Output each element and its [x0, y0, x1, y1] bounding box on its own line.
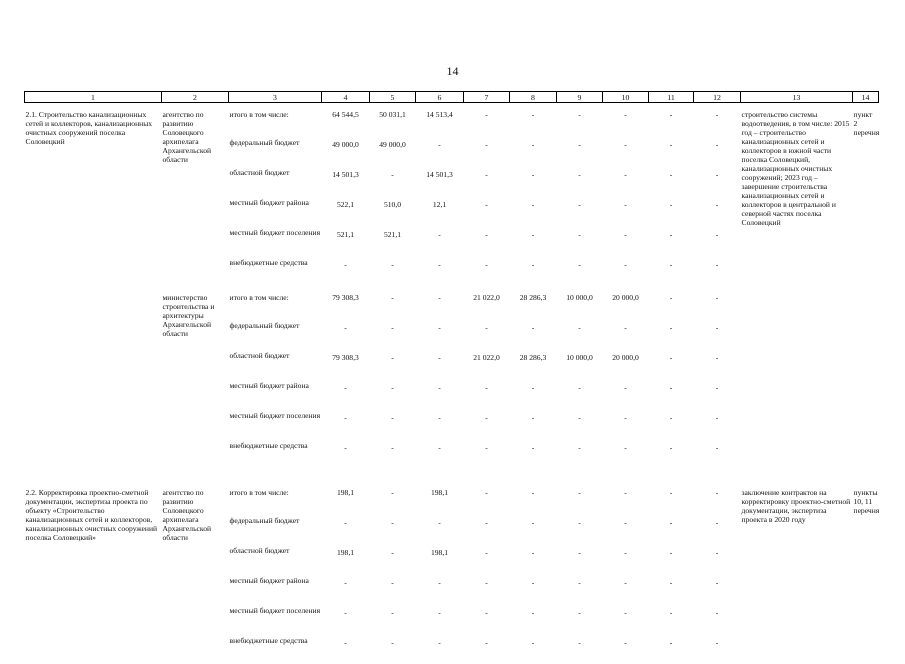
- value-cell-col-12: -: [715, 170, 719, 179]
- value-cell-col-5: -: [391, 518, 394, 527]
- value-cell-col-5: -: [391, 170, 394, 179]
- value-cell-col-8: -: [531, 578, 535, 587]
- value-cell-col-6: 198,1: [430, 488, 449, 497]
- value-cell-col-4: 198,1: [336, 548, 355, 557]
- value-cell-col-8: -: [531, 323, 535, 332]
- value-cell-col-4: 64 544,5: [332, 110, 359, 119]
- activity-name-cell: 2.2. Корректировка проектно-сметной документации, экспертиза проекта по объекту «Строительство канализационных сетей и коллекторов, канализационных очистных сооружений поселка Соловецкий»: [25, 488, 158, 542]
- value-cell-col-6: 14 501,3: [426, 170, 453, 179]
- value-cell-col-4: -: [344, 608, 347, 617]
- value-cell-col-9: -: [578, 260, 581, 269]
- value-cell-col-6: -: [438, 443, 441, 452]
- executor-cell: агентство по развитию Соловецкого архипелага Архангельской области: [162, 110, 212, 164]
- value-cell-col-4: 14 501,3: [332, 170, 359, 179]
- funding-source-cell: итого в том числе:: [229, 110, 289, 119]
- value-cell-col-10: -: [624, 323, 627, 332]
- value-cell-col-9: -: [578, 323, 581, 332]
- column-header-11: 11: [649, 92, 694, 103]
- value-cell-col-4: 521,1: [336, 230, 355, 239]
- value-cell-col-10: 20 000,0: [612, 353, 639, 362]
- executor-cell: агентство по развитию Соловецкого архипелага Архангельской области: [162, 488, 212, 542]
- value-cell-col-8: -: [531, 443, 535, 452]
- value-cell-col-6: -: [438, 413, 441, 422]
- value-cell-col-4: -: [344, 413, 347, 422]
- value-cell-col-12: -: [715, 293, 719, 302]
- column-header-7: 7: [464, 92, 510, 103]
- table-row: [25, 103, 879, 137]
- value-cell-col-11: -: [669, 353, 673, 362]
- activity-name-cell: 2.1. Строительство канализационных сетей и коллекторов, канализационных очистных сооружений поселка Соловецкий: [25, 110, 153, 146]
- funding-source-cell: федеральный бюджет: [229, 138, 300, 147]
- funding-source-cell: итого в том числе:: [229, 488, 289, 497]
- value-cell-col-11: -: [669, 230, 673, 239]
- value-cell-col-12: -: [715, 323, 719, 332]
- value-cell-col-9: -: [578, 110, 581, 119]
- value-cell-col-10: -: [624, 443, 627, 452]
- value-cell-col-8: -: [531, 260, 535, 269]
- value-cell-col-8: -: [531, 200, 535, 209]
- value-cell-col-9: -: [578, 383, 581, 392]
- value-cell-col-6: -: [438, 230, 441, 239]
- value-cell-col-7: -: [485, 200, 488, 209]
- value-cell-col-5: -: [391, 260, 394, 269]
- value-cell-col-6: 198,1: [430, 548, 449, 557]
- funding-source-cell: итого в том числе:: [229, 293, 289, 302]
- value-cell-col-11: -: [669, 110, 673, 119]
- value-cell-col-6: -: [438, 383, 441, 392]
- funding-source-cell: областной бюджет: [229, 168, 290, 177]
- column-header-3: 3: [229, 92, 322, 103]
- value-cell-col-5: -: [391, 443, 394, 452]
- value-cell-col-12: -: [715, 200, 719, 209]
- value-cell-col-12: -: [715, 443, 719, 452]
- reference-cell: пункты 10, 11 перечня: [853, 488, 880, 515]
- value-cell-col-5: -: [391, 383, 394, 392]
- value-cell-col-4: 198,1: [336, 488, 355, 497]
- value-cell-col-5: -: [391, 413, 394, 422]
- value-cell-col-8: -: [531, 638, 535, 647]
- value-cell-col-5: -: [391, 548, 394, 557]
- column-header-2: 2: [162, 92, 229, 103]
- value-cell-col-11: -: [669, 323, 673, 332]
- value-cell-col-6: -: [438, 608, 441, 617]
- reference-cell: пункт 2 перечня: [853, 110, 880, 137]
- value-cell-col-7: -: [485, 488, 488, 497]
- column-header-4: 4: [322, 92, 370, 103]
- column-numbers-header: [25, 92, 879, 103]
- funding-source-cell: федеральный бюджет: [229, 321, 300, 330]
- value-cell-col-4: -: [344, 260, 347, 269]
- value-cell-col-7: -: [485, 548, 488, 557]
- funding-source-cell: местный бюджет поселения: [229, 228, 321, 237]
- value-cell-col-10: -: [624, 110, 627, 119]
- value-cell-col-4: -: [344, 638, 347, 647]
- value-cell-col-7: -: [485, 260, 488, 269]
- value-cell-col-11: -: [669, 548, 673, 557]
- value-cell-col-8: -: [531, 140, 535, 149]
- funding-source-cell: местный бюджет района: [229, 198, 309, 207]
- value-cell-col-12: -: [715, 518, 719, 527]
- value-cell-col-10: -: [624, 260, 627, 269]
- column-header-8: 8: [510, 92, 557, 103]
- value-cell-col-5: 50 031,1: [379, 110, 406, 119]
- value-cell-col-7: -: [485, 608, 488, 617]
- value-cell-col-11: -: [669, 293, 673, 302]
- value-cell-col-7: -: [485, 413, 488, 422]
- funding-source-cell: внебюджетные средства: [229, 636, 308, 645]
- value-cell-col-11: -: [669, 413, 673, 422]
- table-row: [25, 481, 879, 514]
- value-cell-col-6: -: [438, 353, 441, 362]
- budget-table: [24, 91, 879, 664]
- value-cell-col-12: -: [715, 260, 719, 269]
- value-cell-col-10: -: [624, 578, 627, 587]
- value-cell-col-12: -: [715, 413, 719, 422]
- value-cell-col-7: -: [485, 140, 488, 149]
- value-cell-col-8: 28 286,3: [519, 293, 547, 302]
- value-cell-col-5: -: [391, 323, 394, 332]
- value-cell-col-7: -: [485, 323, 488, 332]
- value-cell-col-7: -: [485, 578, 488, 587]
- value-cell-col-10: -: [624, 200, 627, 209]
- value-cell-col-7: -: [485, 383, 488, 392]
- value-cell-col-4: -: [344, 383, 347, 392]
- value-cell-col-6: -: [438, 323, 441, 332]
- funding-source-cell: местный бюджет поселения: [229, 606, 321, 615]
- block-spacer: [25, 469, 879, 481]
- value-cell-col-10: 20 000,0: [612, 293, 639, 302]
- value-cell-col-12: -: [715, 140, 719, 149]
- value-cell-col-11: -: [669, 518, 673, 527]
- value-cell-col-7: 21 022,0: [473, 353, 500, 362]
- value-cell-col-12: -: [715, 383, 719, 392]
- funding-source-cell: внебюджетные средства: [229, 258, 308, 267]
- value-cell-col-11: -: [669, 170, 673, 179]
- value-cell-col-7: -: [485, 443, 488, 452]
- value-cell-col-10: -: [624, 548, 627, 557]
- value-cell-col-12: -: [715, 488, 719, 497]
- value-cell-col-9: -: [578, 200, 581, 209]
- value-cell-col-12: -: [715, 230, 719, 239]
- value-cell-col-12: -: [715, 548, 719, 557]
- value-cell-col-9: -: [578, 578, 581, 587]
- value-cell-col-4: 79 308,3: [332, 293, 359, 302]
- value-cell-col-8: -: [531, 488, 535, 497]
- value-cell-col-8: 28 286,3: [519, 353, 547, 362]
- value-cell-col-5: -: [391, 293, 394, 302]
- value-cell-col-5: 510,0: [383, 200, 402, 209]
- value-cell-col-4: -: [344, 443, 347, 452]
- value-cell-col-9: 10 000,0: [566, 353, 593, 362]
- funding-source-cell: местный бюджет района: [229, 381, 309, 390]
- column-header-12: 12: [694, 92, 741, 103]
- value-cell-col-4: -: [344, 518, 347, 527]
- value-cell-col-4: 49 000,0: [332, 140, 359, 149]
- value-cell-col-11: -: [669, 140, 673, 149]
- column-header-6: 6: [416, 92, 464, 103]
- value-cell-col-9: -: [578, 230, 581, 239]
- executor-cell: министерство строительства и архитектуры Архангельской области: [162, 293, 215, 338]
- value-cell-col-12: -: [715, 608, 719, 617]
- value-cell-col-9: -: [578, 443, 581, 452]
- value-cell-col-8: -: [531, 230, 535, 239]
- value-cell-col-10: -: [624, 608, 627, 617]
- value-cell-col-11: -: [669, 578, 673, 587]
- value-cell-col-7: -: [485, 518, 488, 527]
- column-header-9: 9: [557, 92, 603, 103]
- value-cell-col-10: -: [624, 230, 627, 239]
- value-cell-col-11: -: [669, 638, 673, 647]
- funding-source-cell: федеральный бюджет: [229, 516, 300, 525]
- value-cell-col-4: -: [344, 578, 347, 587]
- funding-source-cell: областной бюджет: [229, 351, 290, 360]
- value-cell-col-12: -: [715, 578, 719, 587]
- value-cell-col-8: -: [531, 518, 535, 527]
- value-cell-col-5: -: [391, 488, 394, 497]
- spacer-cell: [25, 469, 879, 481]
- value-cell-col-8: -: [531, 608, 535, 617]
- value-cell-col-9: -: [578, 413, 581, 422]
- value-cell-col-5: -: [391, 353, 394, 362]
- value-cell-col-10: -: [624, 383, 627, 392]
- value-cell-col-10: -: [624, 140, 627, 149]
- value-cell-col-11: -: [669, 608, 673, 617]
- column-header-10: 10: [603, 92, 649, 103]
- value-cell-col-9: -: [578, 488, 581, 497]
- value-cell-col-7: -: [485, 230, 488, 239]
- value-cell-col-12: -: [715, 353, 719, 362]
- value-cell-col-9: -: [578, 518, 581, 527]
- value-cell-col-10: -: [624, 170, 627, 179]
- value-cell-col-11: -: [669, 260, 673, 269]
- value-cell-col-8: -: [531, 383, 535, 392]
- value-cell-col-5: 521,1: [383, 230, 402, 239]
- value-cell-col-9: -: [578, 170, 581, 179]
- value-cell-col-7: -: [485, 170, 488, 179]
- value-cell-col-7: -: [485, 638, 488, 647]
- funding-source-cell: местный бюджет района: [229, 576, 309, 585]
- value-cell-col-9: 10 000,0: [566, 293, 593, 302]
- value-cell-col-6: 14 513,4: [426, 110, 453, 119]
- value-cell-col-8: -: [531, 548, 535, 557]
- value-cell-col-11: -: [669, 383, 673, 392]
- funding-source-cell: местный бюджет поселения: [229, 411, 321, 420]
- column-header-5: 5: [370, 92, 416, 103]
- value-cell-col-6: -: [438, 518, 441, 527]
- column-header-13: 13: [741, 92, 853, 103]
- value-cell-col-11: -: [669, 443, 673, 452]
- budget-table-container: [24, 91, 878, 664]
- value-cell-col-4: 79 308,3: [332, 353, 359, 362]
- value-cell-col-9: -: [578, 638, 581, 647]
- value-cell-col-8: -: [531, 110, 535, 119]
- expected-result-cell: строительство системы водоотведения, в том числе: 2015 год – строительство канализационных сетей и коллекторов в южной части поселка Соловецкий, канализационных очистных сооружений; 2023 год – завершение строительства канализационных сетей и коллекторов в центральной и северной частях поселка Соловецкий: [741, 110, 850, 227]
- value-cell-col-8: -: [531, 170, 535, 179]
- funding-source-cell: внебюджетные средства: [229, 441, 308, 450]
- expected-result-cell: заключение контрактов на корректировку проектно-сметной документации, экспертиза проекта в 2020 году: [741, 488, 851, 524]
- value-cell-col-7: -: [485, 110, 488, 119]
- value-cell-col-9: -: [578, 140, 581, 149]
- value-cell-col-10: -: [624, 518, 627, 527]
- value-cell-col-6: -: [438, 293, 441, 302]
- value-cell-col-4: 522,1: [336, 200, 355, 209]
- value-cell-col-4: -: [344, 323, 347, 332]
- value-cell-col-6: 12,1: [432, 200, 447, 209]
- funding-source-cell: областной бюджет: [229, 546, 290, 555]
- value-cell-col-11: -: [669, 488, 673, 497]
- value-cell-col-6: -: [438, 140, 441, 149]
- column-header-14: 14: [853, 92, 879, 103]
- value-cell-col-12: -: [715, 110, 719, 119]
- value-cell-col-5: -: [391, 608, 394, 617]
- value-cell-col-6: -: [438, 260, 441, 269]
- column-header-1: 1: [25, 92, 162, 103]
- value-cell-col-5: 49 000,0: [379, 140, 406, 149]
- value-cell-col-8: -: [531, 413, 535, 422]
- value-cell-col-11: -: [669, 200, 673, 209]
- value-cell-col-5: -: [391, 638, 394, 647]
- page-number: 14: [446, 64, 459, 78]
- value-cell-col-9: -: [578, 608, 581, 617]
- value-cell-col-5: -: [391, 578, 394, 587]
- value-cell-col-7: 21 022,0: [473, 293, 500, 302]
- value-cell-col-12: -: [715, 638, 719, 647]
- value-cell-col-9: -: [578, 548, 581, 557]
- value-cell-col-6: -: [438, 638, 441, 647]
- value-cell-col-10: -: [624, 488, 627, 497]
- value-cell-col-10: -: [624, 413, 627, 422]
- value-cell-col-6: -: [438, 578, 441, 587]
- value-cell-col-10: -: [624, 638, 627, 647]
